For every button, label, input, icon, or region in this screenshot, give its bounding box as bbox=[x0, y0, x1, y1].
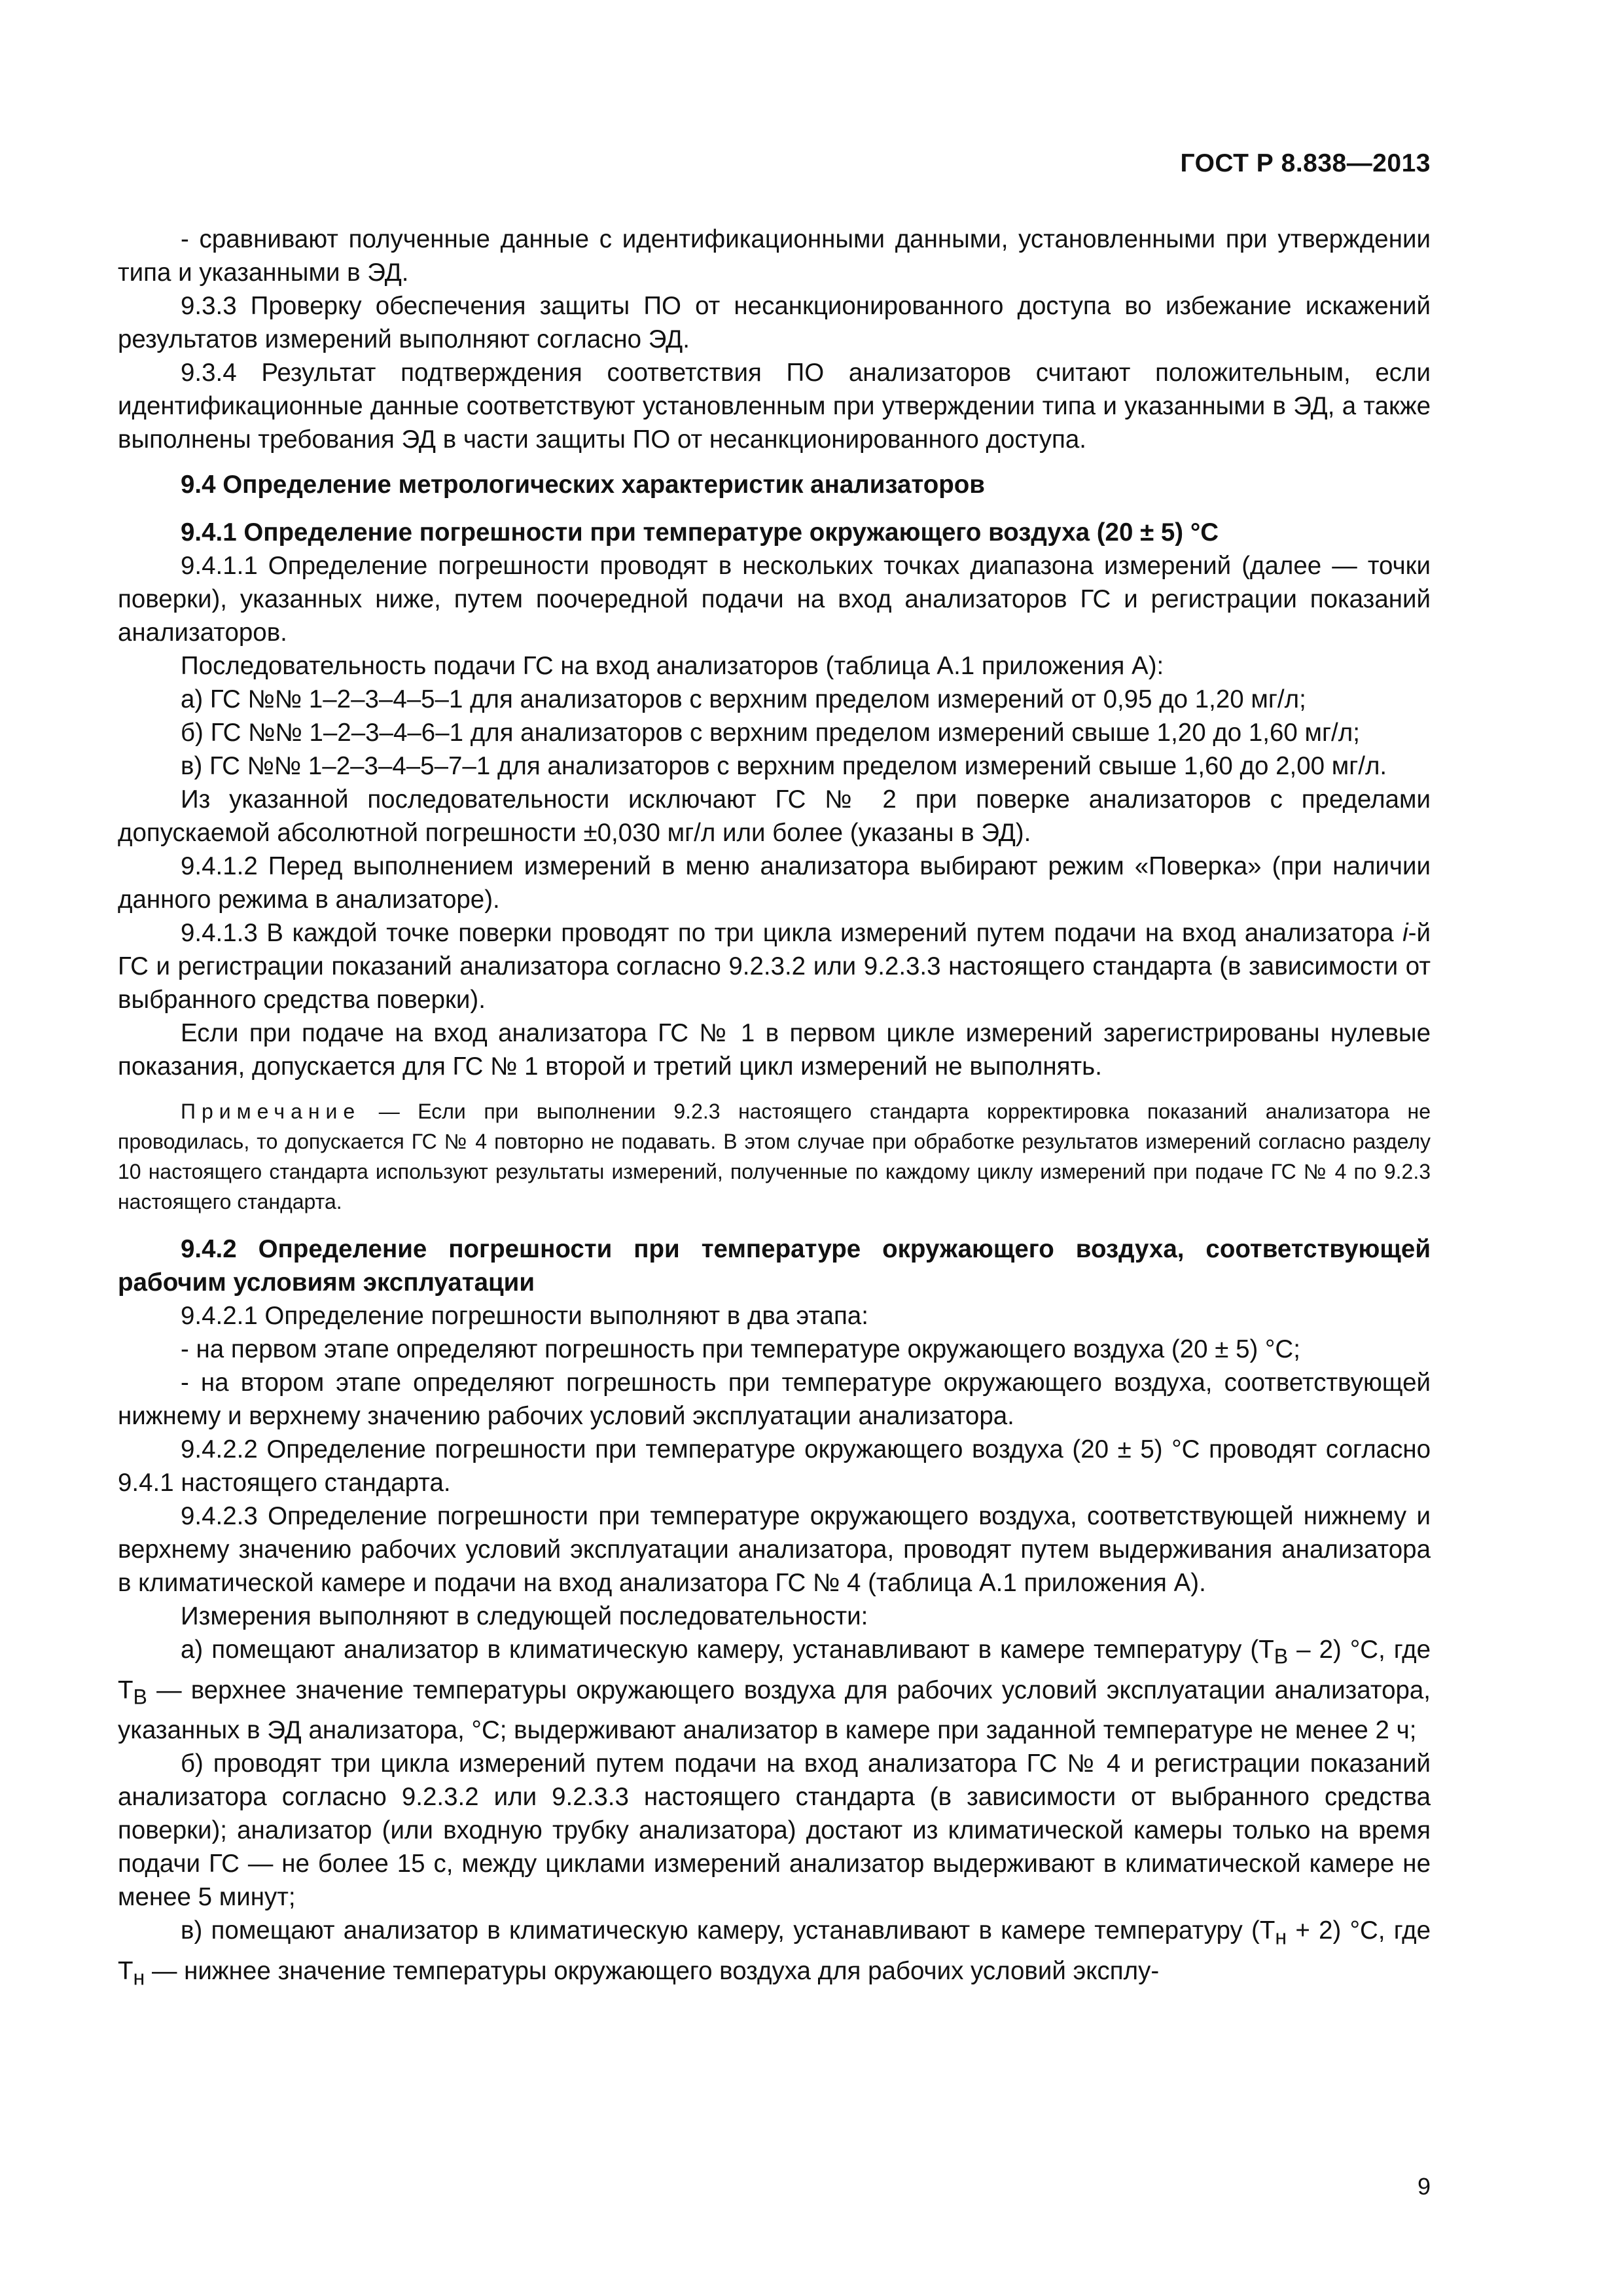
subscript: н bbox=[133, 1965, 145, 1990]
paragraph: 9.4.2.3 Определение погрешности при температуре окружающего воздуха, соответствующей нижнему и верхнему значению рабочих условий эксплуатации анализатора, проводят путем выдерживания анализатора в климатической камере и подачи на вход анализатора ГС № 4 (таблица А.1 приложения А). bbox=[118, 1502, 1431, 1597]
list-item: б) проводят три цикла измерений путем подачи на вход анализатора ГС № 4 и регистрации показаний анализатора согласно 9.2.3.2 или 9.2.3.3 настоящего стандарта (в зависимости от выбранного средства поверки); анализатор (или входную трубку анализатора) достают из климатической камеры только на время подачи ГС — не более 15 с, между циклами измерений анализатор выдерживают в климатической камере не менее 5 минут; bbox=[118, 1749, 1431, 1912]
list-item: - на втором этапе определяют погрешность при температуре окружающего воздуха, соответствующей нижнему и верхнему значению рабочих условий эксплуатации анализатора. bbox=[118, 1369, 1431, 1430]
text-run: а) помещают анализатор в климатическую камеру, устанавливают в камере температуру (Т bbox=[181, 1636, 1274, 1664]
section-heading-9-4-1: 9.4.1 Определение погрешности при температуре окружающего воздуха (20 ± 5) °С bbox=[181, 518, 1219, 547]
section-heading-9-4-2: 9.4.2 Определение погрешности при температуре окружающего воздуха, соответствующей рабочим условиям эксплуатации bbox=[118, 1235, 1431, 1297]
text-run: -й ГС и регистрации показаний анализатора согласно 9.2.3.2 или 9.2.3.3 настоящего стандарта (в зависимости от выбранного средства поверки). bbox=[118, 919, 1431, 1014]
list-item: б) ГС №№ 1–2–3–4–6–1 для анализаторов с верхним пределом измерений свыше 1,20 до 1,60 мг/л; bbox=[181, 719, 1360, 747]
text-run: + 2) °С, где Т bbox=[118, 1916, 1431, 1986]
paragraph: 9.3.3 Проверку обеспечения защиты ПО от несанкционированного доступа во избежание искажений результатов измерений выполняют согласно ЭД. bbox=[118, 292, 1431, 353]
text-run: — нижнее значение температуры окружающего воздуха для рабочих условий эксплу- bbox=[145, 1957, 1160, 1986]
paragraph: 9.3.4 Результат подтверждения соответствия ПО анализаторов считают положительным, если идентификационные данные соответствуют установленным при утверждении типа и указанными в ЭД, а также выполнены требования ЭД в части защиты ПО от несанкционированного доступа. bbox=[118, 359, 1431, 454]
paragraph: 9.4.2.2 Определение погрешности при температуре окружающего воздуха (20 ± 5) °С проводят согласно 9.4.1 настоящего стандарта. bbox=[118, 1435, 1431, 1497]
note-text: — Если при выполнении 9.2.3 настоящего стандарта корректировка показаний анализатора не проводилась, то допускается ГС № 4 повторно не подавать. В этом случае при обработке результатов измерений согласно разделу 10 настоящего стандарта используют результаты измерений, полученные по каждому циклу измерений при подаче ГС № 4 по 9.2.3 настоящего стандарта. bbox=[118, 1100, 1431, 1213]
page-body bbox=[118, 223, 1431, 1995]
list-item bbox=[118, 1914, 1431, 1994]
subscript: н bbox=[1275, 1926, 1287, 1950]
standard-designation: ГОСТ Р 8.838—2013 bbox=[1180, 149, 1431, 177]
paragraph: - сравнивают полученные данные с идентификационными данными, установленными при утверждении типа и указанными в ЭД. bbox=[118, 225, 1431, 287]
italic-variable: i bbox=[1402, 919, 1408, 947]
paragraph: 9.4.1.2 Перед выполнением измерений в меню анализатора выбирают режим «Поверка» (при наличии данного режима в анализаторе). bbox=[118, 852, 1431, 914]
list-item: в) ГС №№ 1–2–3–4–5–7–1 для анализаторов с верхним пределом измерений свыше 1,60 до 2,00 мг/л. bbox=[181, 752, 1387, 780]
paragraph: 9.4.1.1 Определение погрешности проводят в нескольких точках диапазона измерений (далее — точки поверки), указанных ниже, путем поочередной подачи на вход анализаторов ГС и регистрации показаний анализаторов. bbox=[118, 552, 1431, 647]
paragraph bbox=[118, 916, 1431, 1016]
paragraph: 9.4.2.1 Определение погрешности выполняют в два этапа: bbox=[181, 1302, 868, 1330]
list-item bbox=[118, 1633, 1431, 1747]
list-item: а) ГС №№ 1–2–3–4–5–1 для анализаторов с верхним пределом измерений от 0,95 до 1,20 мг/л; bbox=[181, 685, 1306, 713]
list-item: - на первом этапе определяют погрешность при температуре окружающего воздуха (20 ± 5) °С; bbox=[181, 1335, 1300, 1363]
note-label: Примечание bbox=[181, 1100, 361, 1123]
paragraph: Последовательность подачи ГС на вход анализаторов (таблица А.1 приложения А): bbox=[181, 652, 1164, 680]
section-heading-9-4: 9.4 Определение метрологических характеристик анализаторов bbox=[181, 471, 985, 499]
paragraph: Измерения выполняют в следующей последовательности: bbox=[181, 1602, 868, 1630]
note bbox=[118, 1096, 1431, 1217]
text-run: – 2) °С, где Т bbox=[118, 1636, 1431, 1704]
paragraph: Если при подаче на вход анализатора ГС № 1 в первом цикле измерений зарегистрированы нулевые показания, допускается для ГС № 1 второй и третий цикл измерений не выполнять. bbox=[118, 1019, 1431, 1081]
paragraph: Из указанной последовательности исключают ГС № 2 при поверке анализаторов с пределами допускаемой абсолютной погрешности ±0,030 мг/л или более (указаны в ЭД). bbox=[118, 785, 1431, 847]
page-number: 9 bbox=[1417, 2173, 1431, 2200]
subscript: В bbox=[1274, 1644, 1289, 1668]
text-run: — верхнее значение температуры окружающего воздуха для рабочих условий эксплуатации анализатора, указанных в ЭД анализатора, °С; выдерживают анализатор в камере при заданной температуре не менее 2 ч; bbox=[118, 1676, 1431, 1745]
text-run: 9.4.1.3 В каждой точке поверки проводят по три цикла измерений путем подачи на вход анализатора bbox=[181, 919, 1403, 947]
subscript: В bbox=[133, 1685, 147, 1709]
text-run: в) помещают анализатор в климатическую камеру, устанавливают в камере температуру (Т bbox=[181, 1916, 1275, 1945]
